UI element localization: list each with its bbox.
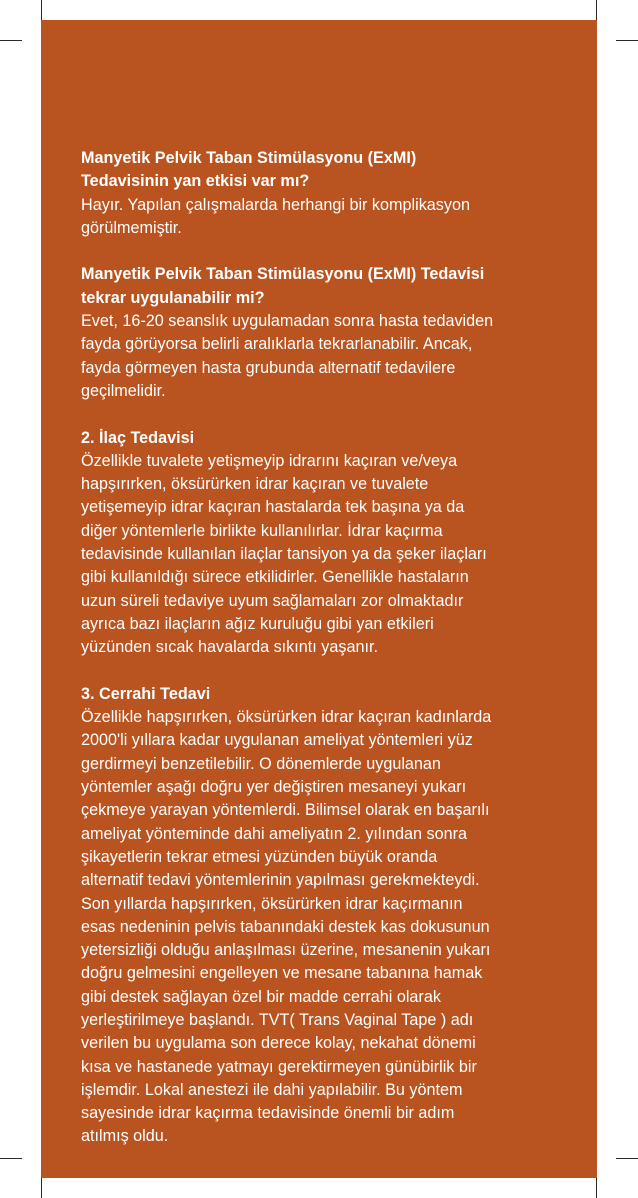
crop-mark-bottom-left-horizontal	[0, 1158, 22, 1159]
section-heading: 2. İlaç Tedavisi	[81, 428, 195, 447]
crop-mark-bottom-right-vertical	[596, 1178, 597, 1198]
section-heading: 3. Cerrahi Tedavi	[81, 684, 211, 703]
section-body: Özellikle tuvalete yetişmeyip idrarını kaçıran ve/veya hapşırırken, öksürürken idrar kaçıran ve tuvalete yetişemeyip idrar kaçıran hastalarda tek başına ya da diğer yöntemlerle birlikte kullanılırlar. İdrar kaçırma tedavisinde kullanılan ilaçlar tansiyon ya da şeker ilaçları gibi kullanıldığı sürece etkilidirler. Genellikle hastaların uzun süreli tedaviye uyum sağlamaları zor olmaktadır ayrıca bazı ilaçların ağız kuruluğu gibi yan etkileri yüzünden sıcak havalarda sıkıntı yaşanır.	[81, 451, 487, 657]
section-body: Hayır. Yapılan çalışmalarda herhangi bir komplikasyon görülmemiştir.	[81, 195, 470, 237]
section-body: Özellikle hapşırırken, öksürürken idrar kaçıran kadınlarda 2000'li yıllara kadar uygulanan ameliyat yöntemleri yüz gerdirmeyi benzetilebilir. O dönemlerde uygulanan yöntemler aşağı doğru yer değiştiren mesaneyi yukarı çekmeye yarayan yöntemlerdi. Bilimsel olarak en başarılı ameliyat yönteminde dahi ameliyatın 2. yılından sonra şikayetlerin tekrar etmesi yüzünden büyük oranda alternatif tedavi yöntemlerinin yapılması gerekmekteydi. Son yıllarda hapşırırken, öksürürken idrar kaçırmanın esas nedeninin pelvis tabanındaki destek kas dokusunun yetersizliği olduğu anlaşılması üzerine, mesanenin yukarı doğru gelmesini engelleyen ve mesane tabanına hamak gibi destek sağlayan özel bir madde cerrahi olarak yerleştirilmeye başlandı. TVT( Trans Vaginal Tape ) adı verilen bu uygulama son derece kolay, nekahat dönemi kısa ve hastanede yatmayı gerektirmeyen günübirlik bir işlemdir. Lokal anestezi ile dahi yapılabilir. Bu yöntem sayesinde idrar kaçırma tedavisinde önemli bir adım atılmış oldu.	[81, 708, 492, 1146]
crop-mark-top-left-horizontal	[0, 40, 22, 41]
section-exmi-repeatable	[81, 263, 571, 403]
section-surgical-therapy	[81, 683, 571, 1149]
crop-mark-bottom-left-vertical	[41, 1178, 42, 1198]
section-drug-therapy	[81, 427, 571, 660]
section-exmi-side-effects	[81, 147, 571, 240]
crop-mark-top-right-vertical	[596, 0, 597, 20]
section-heading: Manyetik Pelvik Taban Stimülasyonu (ExMI) Tedavisinin yan etkisi var mı?	[81, 149, 417, 191]
section-body: Evet, 16-20 seanslık uygulamadan sonra hasta tedaviden fayda görüyorsa belirli aralıklarla tekrarlanabilir. Ancak, fayda görmeyen hasta grubunda alternatif tedavilere geçilmelidir.	[81, 312, 494, 400]
crop-mark-top-right-horizontal	[616, 40, 638, 41]
article-content	[81, 147, 571, 1149]
crop-mark-bottom-right-horizontal	[616, 1158, 638, 1159]
crop-mark-top-left-vertical	[41, 0, 42, 20]
section-heading: Manyetik Pelvik Taban Stimülasyonu (ExMI) Tedavisi tekrar uygulanabilir mi?	[81, 265, 485, 307]
